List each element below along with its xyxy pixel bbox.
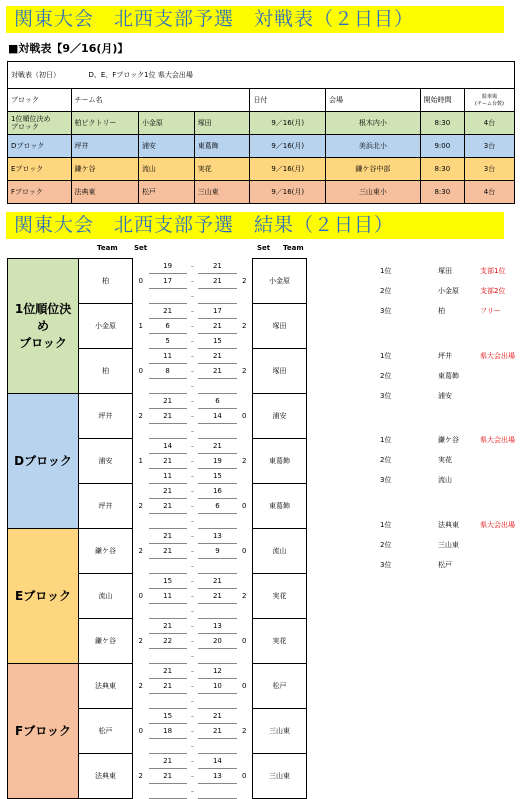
team-b: 東葛飾	[252, 438, 306, 483]
schedule-block: 1位順位決め ブロック	[8, 112, 72, 135]
score-separator: –	[190, 756, 195, 765]
score-b	[198, 783, 236, 798]
score-b: 9	[198, 543, 236, 558]
score-a: 5	[149, 333, 187, 348]
rank-position: 3位	[380, 476, 392, 485]
schedule-banner: 関東大会 北西支部予選 対戦表（２日目）	[6, 6, 504, 33]
rank-position: 1位	[380, 351, 392, 360]
score-b: 21	[198, 348, 236, 363]
schedule-time: 8:30	[420, 181, 464, 204]
team-b-sets: 0	[242, 771, 247, 780]
rank-position: 1位	[380, 436, 392, 445]
schedule-venue: 根木内小	[326, 112, 421, 135]
header-start-time: 開始時間	[420, 89, 464, 112]
score-b	[198, 738, 236, 753]
score-b: 21	[198, 363, 236, 378]
team-a: 鎌ケ谷	[79, 618, 133, 663]
score-separator: –	[190, 261, 195, 270]
team-b: 三山東	[252, 753, 306, 798]
schedule-parking: 4台	[465, 112, 515, 135]
score-separator: –	[190, 576, 195, 585]
score-separator: –	[190, 351, 195, 360]
rank-position: 1位	[380, 520, 392, 529]
team-b-sets: 2	[242, 456, 247, 465]
score-b: 15	[198, 468, 236, 483]
schedule-date: 9／16(月)	[250, 158, 326, 181]
schedule-venue: 三山東小	[326, 181, 421, 204]
team-a: 坪井	[79, 393, 133, 438]
score-separator: –	[190, 501, 195, 510]
team-b: 塚田	[252, 303, 306, 348]
score-separator: –	[190, 771, 195, 780]
team-a-sets: 2	[138, 771, 143, 780]
team-a: 法典東	[79, 663, 133, 708]
score-row	[8, 528, 307, 543]
score-a: 19	[149, 259, 187, 274]
schedule-caption-row	[8, 62, 515, 89]
score-b: 21	[198, 273, 236, 288]
score-b: 14	[198, 753, 236, 768]
rank-team: 柏	[438, 307, 445, 315]
team-a-sets: 0	[138, 726, 143, 735]
schedule-team: 三山東	[194, 181, 250, 204]
score-a: 21	[149, 408, 187, 423]
team-b-sets: 2	[242, 591, 247, 600]
schedule-table	[7, 61, 515, 204]
schedule-time: 9:00	[420, 135, 464, 158]
rank-team: 流山	[438, 476, 452, 485]
score-b	[198, 378, 236, 393]
score-a: 21	[149, 453, 187, 468]
team-a-sets: 2	[138, 681, 143, 690]
rank-position: 3位	[380, 391, 392, 400]
rank-team: 坪井	[438, 351, 452, 360]
score-a	[149, 423, 187, 438]
schedule-parking: 3台	[465, 135, 515, 158]
score-separator: –	[190, 621, 195, 630]
header-parking: 駐車場 (チーム台数)	[465, 89, 515, 112]
score-b	[198, 288, 236, 303]
score-separator: –	[190, 666, 195, 675]
schedule-venue: 美浜北小	[326, 135, 421, 158]
team-b: 塚田	[252, 348, 306, 393]
schedule-team: 柏ピクトリー	[71, 112, 138, 135]
score-a	[149, 603, 187, 618]
score-a: 21	[149, 393, 187, 408]
rank-team: 塚田	[438, 267, 452, 275]
score-b	[198, 558, 236, 573]
results-table	[7, 258, 307, 799]
score-a	[149, 378, 187, 393]
schedule-team: 鎌ケ谷	[71, 158, 138, 181]
team-b: 三山東	[252, 708, 306, 753]
score-separator: –	[190, 441, 195, 450]
team-b: 松戸	[252, 663, 306, 708]
score-separator: –	[190, 681, 195, 690]
score-separator: –	[190, 726, 195, 735]
score-a: 21	[149, 663, 187, 678]
team-a: 柏	[79, 259, 133, 304]
team-a-sets: 0	[138, 276, 143, 285]
score-b: 21	[198, 708, 236, 723]
score-a: 22	[149, 633, 187, 648]
score-b: 6	[198, 393, 236, 408]
score-a: 8	[149, 363, 187, 378]
schedule-venue: 鎌ケ谷中部	[326, 158, 421, 181]
score-b: 13	[198, 618, 236, 633]
rank-position: 1位	[380, 267, 392, 275]
team-a-sets: 2	[138, 546, 143, 555]
score-a: 21	[149, 543, 187, 558]
schedule-row	[8, 181, 515, 204]
score-b	[198, 693, 236, 708]
score-a: 21	[149, 618, 187, 633]
schedule-team: 流山	[138, 158, 194, 181]
score-b: 21	[198, 723, 236, 738]
schedule-caption: 対戦表（初日）	[11, 71, 60, 79]
rank-team: 鎌ケ谷	[438, 436, 459, 445]
score-a: 21	[149, 303, 187, 318]
team-b: 流山	[252, 528, 306, 573]
score-a: 21	[149, 768, 187, 783]
score-separator: –	[190, 711, 195, 720]
team-b-sets: 0	[242, 546, 247, 555]
schedule-team: 東葛飾	[194, 135, 250, 158]
score-a	[149, 558, 187, 573]
score-row	[8, 663, 307, 678]
score-a	[149, 513, 187, 528]
score-a: 6	[149, 318, 187, 333]
rank-team: 三山東	[438, 540, 459, 549]
team-a: 法典東	[79, 753, 133, 798]
score-a: 21	[149, 483, 187, 498]
schedule-date: 9／16(月)	[250, 135, 326, 158]
rank-team: 浦安	[438, 391, 452, 400]
schedule-time: 8:30	[420, 112, 464, 135]
schedule-date: 9／16(月)	[250, 112, 326, 135]
score-b: 6	[198, 498, 236, 513]
score-b	[198, 603, 236, 618]
score-a: 15	[149, 708, 187, 723]
team-a-sets: 1	[138, 321, 143, 330]
header-date: 日付	[250, 89, 326, 112]
score-a: 21	[149, 528, 187, 543]
score-a: 11	[149, 348, 187, 363]
team-a-sets: 2	[138, 411, 143, 420]
header-venue: 会場	[326, 89, 421, 112]
team-b: 実花	[252, 618, 306, 663]
team-b: 浦安	[252, 393, 306, 438]
team-b: 実花	[252, 573, 306, 618]
schedule-team: 法典東	[71, 181, 138, 204]
score-separator: –	[190, 471, 195, 480]
schedule-team: 実花	[194, 158, 250, 181]
team-a: 流山	[79, 573, 133, 618]
result-block-label: Eブロック	[8, 528, 79, 663]
score-b: 21	[198, 438, 236, 453]
schedule-date: 9／16(月)	[250, 181, 326, 204]
score-b: 20	[198, 633, 236, 648]
rank-position: 2位	[380, 371, 392, 380]
result-block-label: Fブロック	[8, 663, 79, 798]
score-separator: –	[190, 516, 195, 525]
result-block-label: Dブロック	[8, 393, 79, 528]
schedule-parking: 4台	[465, 181, 515, 204]
team-b-sets: 0	[242, 681, 247, 690]
rank-position: 3位	[380, 307, 392, 315]
header-block: ブロック	[8, 89, 72, 112]
score-b: 19	[198, 453, 236, 468]
score-a: 11	[149, 588, 187, 603]
score-row	[8, 393, 307, 408]
score-b: 14	[198, 408, 236, 423]
score-separator: –	[190, 411, 195, 420]
team-a-sets: 0	[138, 366, 143, 375]
schedule-row	[8, 135, 515, 158]
team-b-sets: 2	[242, 366, 247, 375]
schedule-team: 小金原	[138, 112, 194, 135]
schedule-time: 8:30	[420, 158, 464, 181]
team-b-sets: 0	[242, 411, 247, 420]
score-separator: –	[190, 456, 195, 465]
team-b-sets: 2	[242, 321, 247, 330]
score-separator: –	[190, 531, 195, 540]
result-block-label: 1位順位決め ブロック	[8, 259, 79, 394]
score-separator: –	[190, 741, 195, 750]
score-separator: –	[190, 291, 195, 300]
score-b: 15	[198, 333, 236, 348]
score-b	[198, 648, 236, 663]
schedule-block: Fブロック	[8, 181, 72, 204]
rank-position: 2位	[380, 540, 392, 549]
schedule-block: Dブロック	[8, 135, 72, 158]
score-separator: –	[190, 276, 195, 285]
score-separator: –	[190, 426, 195, 435]
team-a-sets: 2	[138, 501, 143, 510]
rank-position: 2位	[380, 456, 392, 465]
schedule-team: 松戸	[138, 181, 194, 204]
team-a: 小金原	[79, 303, 133, 348]
score-a: 11	[149, 468, 187, 483]
team-b-sets: 0	[242, 636, 247, 645]
score-a: 21	[149, 678, 187, 693]
score-a	[149, 693, 187, 708]
team-a: 鎌ケ谷	[79, 528, 133, 573]
rank-status: 県大会出場	[480, 351, 515, 360]
schedule-row	[8, 112, 515, 135]
rank-status: 支部2位	[480, 287, 506, 295]
score-separator: –	[190, 786, 195, 795]
score-b: 13	[198, 768, 236, 783]
score-separator: –	[190, 486, 195, 495]
schedule-parking: 3台	[465, 158, 515, 181]
team-a-sets: 0	[138, 591, 143, 600]
team-a-sets: 2	[138, 636, 143, 645]
score-a: 17	[149, 273, 187, 288]
team-b: 東葛飾	[252, 483, 306, 528]
score-a	[149, 648, 187, 663]
results-header-team: Team	[283, 244, 304, 252]
team-b-sets: 2	[242, 726, 247, 735]
schedule-header-row	[8, 89, 515, 112]
rank-status: フリー	[480, 307, 501, 315]
score-separator: –	[190, 321, 195, 330]
score-separator: –	[190, 591, 195, 600]
score-separator: –	[190, 306, 195, 315]
score-a	[149, 738, 187, 753]
schedule-subheading: ■対戦表【9／16(月)】	[8, 42, 129, 55]
team-a-sets: 1	[138, 456, 143, 465]
score-separator: –	[190, 546, 195, 555]
schedule-team: 塚田	[194, 112, 250, 135]
rank-position: 2位	[380, 287, 392, 295]
score-b: 13	[198, 528, 236, 543]
schedule-block: Eブロック	[8, 158, 72, 181]
score-separator: –	[190, 606, 195, 615]
schedule-team: 坪井	[71, 135, 138, 158]
team-b-sets: 0	[242, 501, 247, 510]
rank-status: 県大会出場	[480, 520, 515, 529]
score-b: 21	[198, 259, 236, 274]
results-header-set: Set	[134, 244, 148, 252]
team-a: 坪井	[79, 483, 133, 528]
header-team: チーム名	[71, 89, 250, 112]
score-separator: –	[190, 381, 195, 390]
score-a	[149, 288, 187, 303]
rank-status: 支部1位	[480, 267, 506, 275]
score-b: 17	[198, 303, 236, 318]
score-b: 21	[198, 573, 236, 588]
score-b	[198, 513, 236, 528]
rank-team: 小金原	[438, 287, 459, 295]
score-separator: –	[190, 561, 195, 570]
score-separator: –	[190, 696, 195, 705]
results-header-team: Team	[97, 244, 118, 252]
results-header-set: Set	[257, 244, 271, 252]
rank-team: 東葛飾	[438, 371, 459, 380]
rank-team: 松戸	[438, 560, 452, 569]
score-row	[8, 259, 307, 274]
team-a: 松戸	[79, 708, 133, 753]
score-b: 21	[198, 588, 236, 603]
results-banner: 関東大会 北西支部予選 結果（２日目）	[6, 212, 504, 239]
score-a: 14	[149, 438, 187, 453]
score-b	[198, 423, 236, 438]
rank-team: 法典東	[438, 520, 459, 529]
rank-status: 県大会出場	[480, 436, 515, 445]
schedule-row	[8, 158, 515, 181]
score-a: 18	[149, 723, 187, 738]
schedule-note: D、E、Fブロック1位 県大会出場	[88, 71, 193, 79]
team-a: 浦安	[79, 438, 133, 483]
score-b: 16	[198, 483, 236, 498]
score-separator: –	[190, 636, 195, 645]
score-separator: –	[190, 396, 195, 405]
rank-position: 3位	[380, 560, 392, 569]
score-separator: –	[190, 366, 195, 375]
score-separator: –	[190, 651, 195, 660]
score-a: 21	[149, 753, 187, 768]
team-a: 柏	[79, 348, 133, 393]
score-a: 21	[149, 498, 187, 513]
rank-team: 実花	[438, 456, 452, 465]
score-b: 21	[198, 318, 236, 333]
score-a: 15	[149, 573, 187, 588]
score-separator: –	[190, 336, 195, 345]
score-a	[149, 783, 187, 798]
score-b: 12	[198, 663, 236, 678]
schedule-team: 浦安	[138, 135, 194, 158]
team-b: 小金原	[252, 259, 306, 304]
score-b: 10	[198, 678, 236, 693]
team-b-sets: 2	[242, 276, 247, 285]
